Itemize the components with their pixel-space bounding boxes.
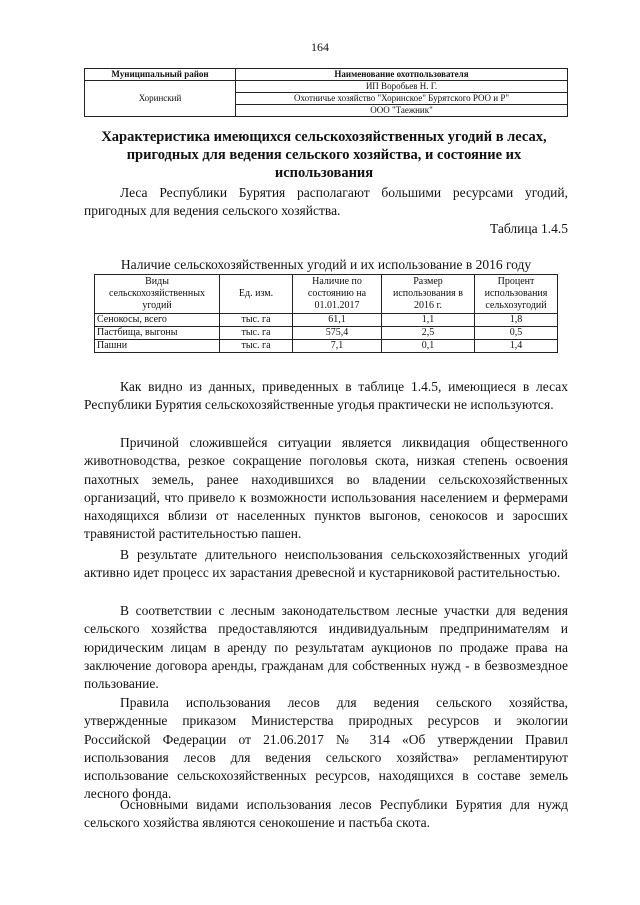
table-cell: 575,4 — [293, 327, 382, 340]
table-cell: 1,1 — [382, 314, 475, 327]
table-cell: ООО "Таежник" — [236, 105, 568, 117]
table-cell: Охотничье хозяйство "Хоринское" Бурятского РОО и Р" — [236, 93, 568, 105]
table-header-cell: Виды сельскохозяйственных угодий — [95, 275, 220, 314]
body-paragraph: В результате длительного неиспользования сельскохозяйственных угодий активно идет процесс их зарастания древесной и кустарниковой растительностью. — [84, 547, 568, 581]
body-paragraph: Как видно из данных, приведенных в таблице 1.4.5, имеющиеся в лесах Республики Бурятия сельскохозяйственные угодья практически не используются. — [84, 379, 568, 413]
table-title: Наличие сельскохозяйственных угодий и их использование в 2016 году — [120, 257, 532, 272]
body-paragraph: Правила использования лесов для ведения сельского хозяйства, утвержденные приказом Министерства природных ресурсов и экологии Российской Федерации от 21.06.2017 № 314 «Об утверждении Правил использования лесов для ведения сельского хозяйства» регламентируют использование сельскохозяйственных ресурсов, находящихся в составе земель лесного фонда. — [84, 695, 568, 802]
table-row — [95, 314, 558, 327]
table-cell: 61,1 — [293, 314, 382, 327]
table-header-cell: Размер использования в 2016 г. — [382, 275, 475, 314]
table-header-cell: Наличие по состоянию на 01.01.2017 — [293, 275, 382, 314]
table-cell: ИП Воробьев Н. Г. — [236, 81, 568, 93]
table-header-row — [95, 275, 558, 314]
table-cell: 7,1 — [293, 340, 382, 353]
table-cell: 0,5 — [475, 327, 558, 340]
table-cell: 2,5 — [382, 327, 475, 340]
table-cell: тыс. га — [220, 314, 293, 327]
table-label: Таблица 1.4.5 — [490, 221, 568, 236]
table-cell: 1,8 — [475, 314, 558, 327]
table-row — [85, 81, 568, 93]
table-header-cell: Наименование охотпользователя — [236, 69, 568, 81]
agricultural-land-table — [94, 274, 558, 353]
table-cell: Пашни — [95, 340, 220, 353]
table-cell: 0,1 — [382, 340, 475, 353]
table-cell: Сенокосы, всего — [95, 314, 220, 327]
district-cell: Хоринский — [85, 81, 236, 117]
table-header-cell: Ед. изм. — [220, 275, 293, 314]
table-cell: тыс. га — [220, 327, 293, 340]
table-header-row — [85, 69, 568, 81]
intro-paragraph: Леса Республики Бурятия располагают большими ресурсами угодий, пригодных для ведения сельского хозяйства. — [84, 185, 568, 219]
table-row — [95, 340, 558, 353]
table-cell: тыс. га — [220, 340, 293, 353]
hunting-users-table — [84, 68, 568, 117]
table-row — [95, 327, 558, 340]
table-cell: 1,4 — [475, 340, 558, 353]
table-header-cell: Муниципальный район — [85, 69, 236, 81]
body-paragraph: В соответствии с лесным законодательством лесные участки для ведения сельского хозяйства предоставляются индивидуальным предпринимателям и юридическим лицам в аренду по результатам аукционов по продаже права на заключение договора аренды, гражданам для собственных нужд - в безвозмездное пользование. — [84, 603, 568, 692]
body-paragraph: Причиной сложившейся ситуации является ликвидация общественного животноводства, резкое сокращение поголовья скота, низкая степень освоения пахотных земель, ранее находившихся во владении сельскохозяйственных организаций, что привело к возможности использования населением и фермерами находящихся вблизи от населенных пунктов выгонов, сенокосов и заросших травянистой растительностью пашен. — [84, 435, 568, 542]
page-number: 164 — [311, 40, 329, 54]
body-paragraph: Основными видами использования лесов Республики Бурятия для нужд сельского хозяйства являются сенокошение и пастьба скота. — [84, 797, 568, 831]
table-cell: Пастбища, выгоны — [95, 327, 220, 340]
table-header-cell: Процент использования сельхозугодий — [475, 275, 558, 314]
section-heading: Характеристика имеющихся сельскохозяйственных угодий в лесах, пригодных для ведения сельского хозяйства, и состояние их использования — [101, 129, 547, 181]
